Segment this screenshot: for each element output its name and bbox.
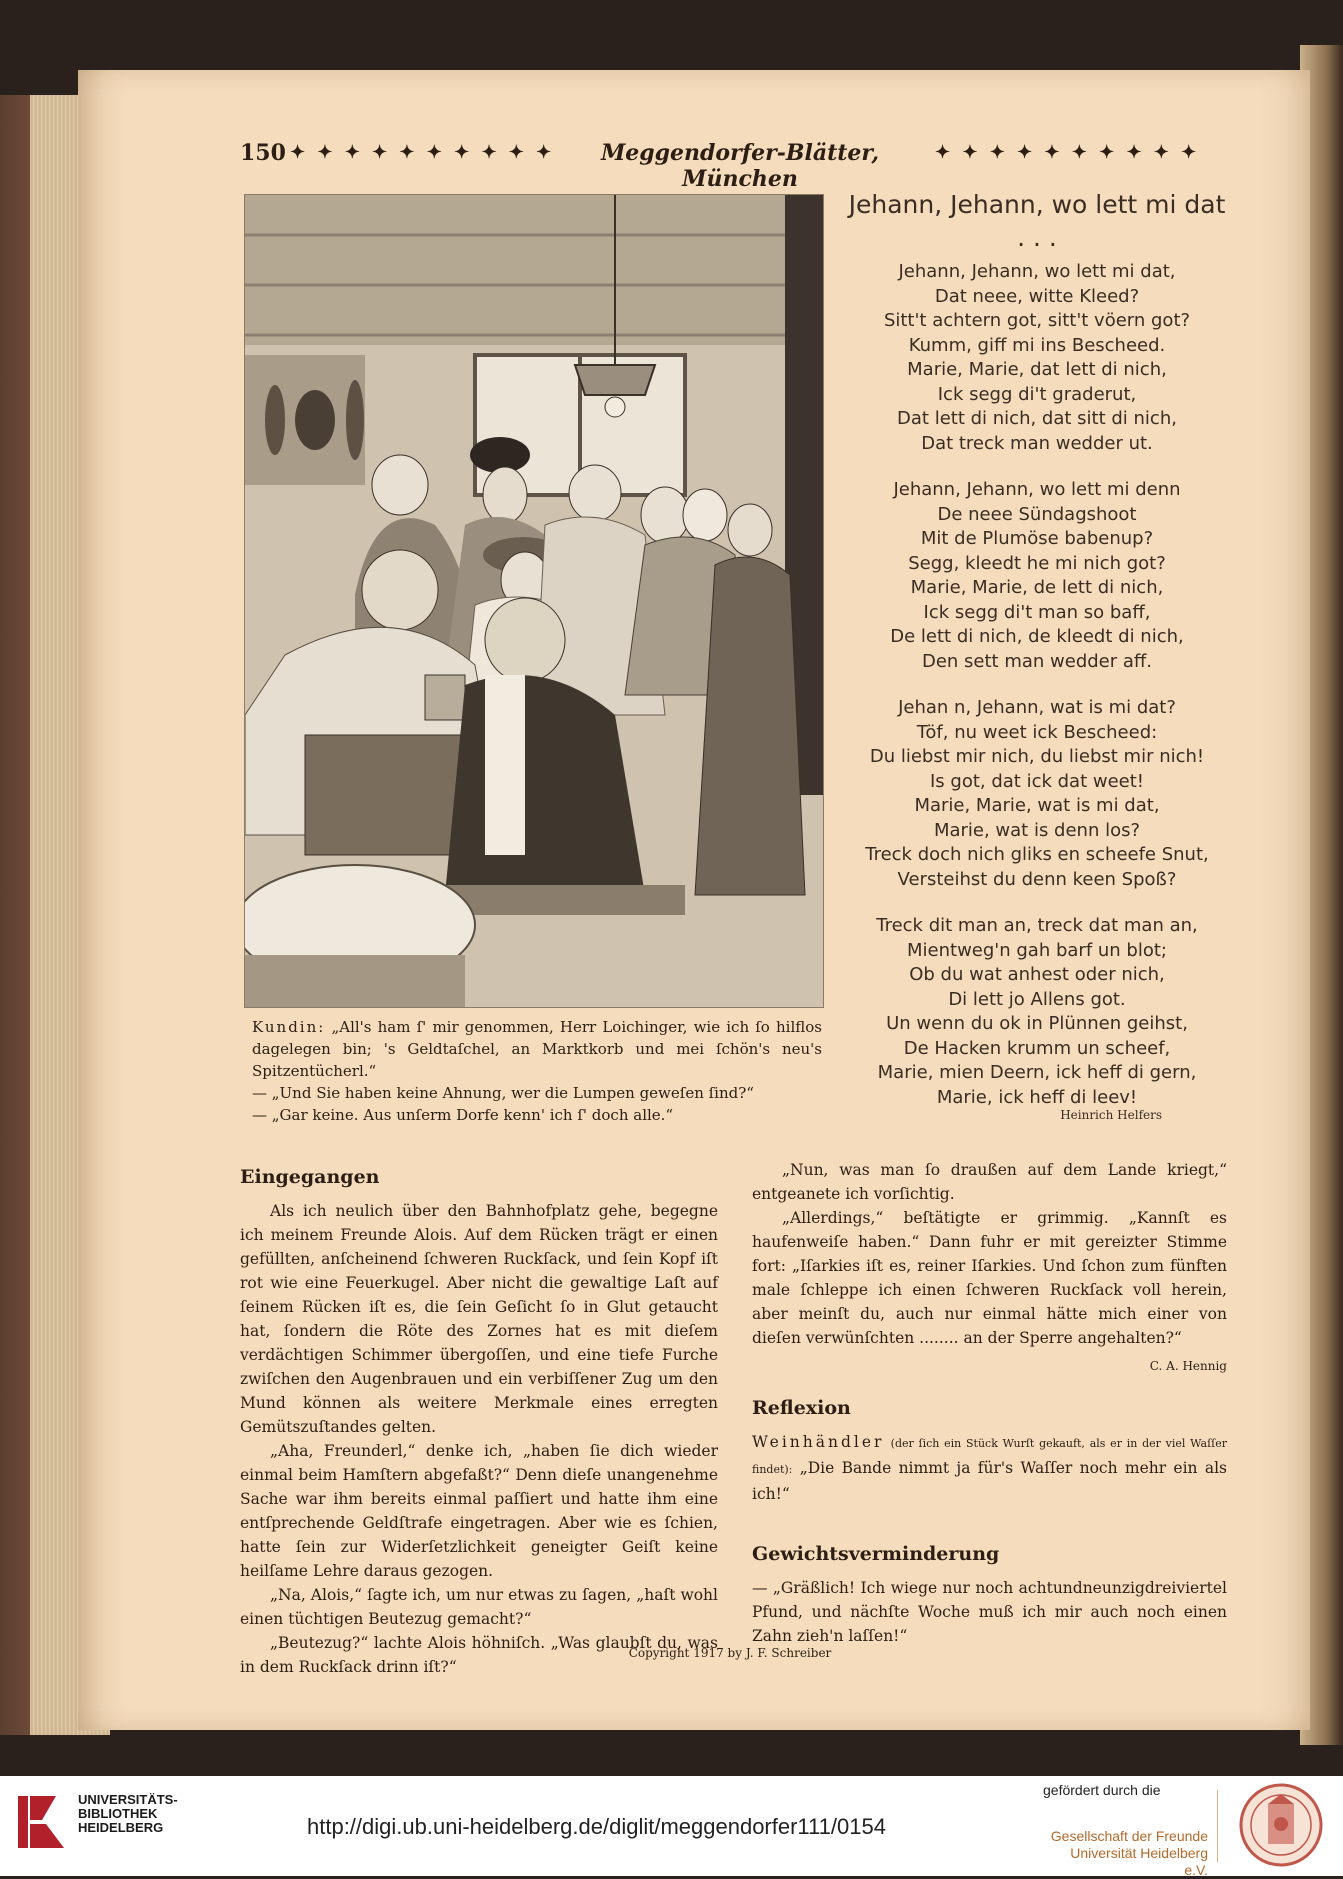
poem-title: Jehann, Jehann, wo lett mi dat . . .: [848, 190, 1226, 252]
caption-text: „All's ham ſ' mir genommen, Herr Loichinger, wie ich ſo hilflos dagelegen bin; 's Geldtaſchel, an Marktkorb und mei ſchön's neu's Spitzentücherl.“: [252, 1018, 822, 1080]
society-name: [1043, 1828, 1208, 1879]
footer-divider: [1217, 1790, 1218, 1862]
article-eingegangen: [240, 1165, 718, 1679]
poem-line: Dat treck man wedder ut.: [921, 432, 1153, 454]
poem-line: Töf, nu weet ick Bescheed:: [916, 721, 1158, 743]
society-name-line: Universität Heidelberg e.V.: [1070, 1845, 1208, 1878]
library-name-line: UNIVERSITÄTS-: [78, 1792, 178, 1807]
tavern-illustration: [244, 194, 824, 1008]
poem-line: Un wenn du ok in Plünnen geihst,: [886, 1013, 1188, 1034]
poem-author: Heinrich Helfers: [1060, 1108, 1162, 1122]
caption-line-1: [252, 1016, 822, 1082]
journal-title: Meggendorfer-Blätter, München: [600, 140, 880, 192]
article-paragraph: „Nun, was man ſo draußen auf dem Lande kriegt,“ entgeanete ich vorſichtig.: [752, 1161, 1227, 1203]
poem-line: Kumm, giff mi ins Bescheed.: [908, 334, 1166, 356]
library-name-line: HEIDELBERG: [78, 1820, 164, 1835]
running-header: [240, 140, 1225, 192]
poem-line: Sitt't achtern got, sitt't vöern got?: [883, 310, 1191, 331]
poem-line: Mientweg'n gah barf un blot;: [907, 939, 1167, 961]
poem: [848, 188, 1226, 1122]
poem-line: Marie, Marie, wat is mi dat,: [914, 795, 1160, 816]
poem-line: De neee Sündagshoot: [937, 503, 1137, 525]
source-url-link[interactable]: http://digi.ub.uni-heidelberg.de/diglit/meggendorfer111/0154: [307, 1814, 886, 1839]
library-name: [78, 1793, 178, 1835]
sponsor-label: gefördert durch die: [1043, 1782, 1161, 1798]
poem-line: Marie, mien Deern, ick heff di gern,: [877, 1062, 1197, 1083]
digitization-footer: [0, 1776, 1343, 1876]
article-heading: Eingegangen: [240, 1166, 380, 1188]
poem-line: Den sett man wedder aff.: [921, 650, 1153, 672]
gewicht-heading: Gewichtsverminderung: [752, 1543, 1000, 1565]
reflexion-speaker: Weinhändler: [752, 1433, 885, 1451]
reflexion-heading: Reflexion: [752, 1397, 851, 1419]
poem-line: Ob du wat anhest oder nich,: [909, 964, 1165, 985]
illustration-caption: [252, 1016, 822, 1126]
poem-line: Dat lett di nich, dat sitt di nich,: [897, 408, 1177, 429]
poem-line: De lett di nich, de kleedt di nich,: [890, 626, 1184, 647]
poem-line: Marie, Marie, dat lett di nich,: [907, 359, 1167, 380]
reflexion-text: [752, 1430, 1227, 1506]
gewicht-text: — „Gräßlich! Ich wiege nur noch achtundneunzigdreiviertel Pfund, und nächſte Woche muß ich mir auch noch einen Zahn zieh'n laſſen!“: [752, 1579, 1227, 1645]
caption-speaker: Kundin:: [252, 1018, 326, 1036]
poem-line: Du liebst mir nich, du liebst mir nich!: [869, 746, 1205, 767]
poem-line: Jehan n, Jehann, wat is mi dat?: [898, 697, 1176, 718]
spacer: [752, 1506, 1227, 1542]
poem-stanza: [848, 260, 1226, 456]
poem-line: Jehann, Jehann, wo lett mi dat,: [898, 261, 1176, 282]
poem-line: Jehann, Jehann, wo lett mi denn: [893, 479, 1181, 500]
article-paragraph: „Na, Alois,“ ſagte ich, um nur etwas zu ſagen, „haſt wohl einen tüchtigen Beutezug gemacht?“: [240, 1586, 718, 1628]
header-ornament-right: ✦ ✦ ✦ ✦ ✦ ✦ ✦ ✦ ✦ ✦: [935, 142, 1200, 163]
poem-line: Di lett jo Allens got.: [948, 988, 1126, 1010]
right-column: [752, 1158, 1227, 1648]
poem-line: Marie, Marie, de lett di nich,: [910, 577, 1164, 598]
article-paragraph: „Allerdings,“ beſtätigte er grimmig. „Kannſt es haufenweiſe haben.“ Dann fuhr er mit gereizter Stimme fort: „Iſarkies iſt es, reiner Iſarkies. Und ſchon zum fünften male ſchleppe ich einen ſchweren Ruckſack voll herein, aber meinſt du, auch nur einmal hätte mich einer von dieſen verwünſchten ........ an der Sperre angehalten?“: [752, 1209, 1227, 1347]
header-ornament-left: ✦ ✦ ✦ ✦ ✦ ✦ ✦ ✦ ✦ ✦: [290, 142, 555, 163]
library-name-line: BIBLIOTHEK: [78, 1806, 158, 1821]
university-seal-icon: [1238, 1782, 1324, 1868]
copyright-notice: Copyright 1917 by J. F. Schreiber: [628, 1646, 832, 1660]
article-signature: C. A. Hennig: [1149, 1359, 1227, 1373]
article-paragraph: „Aha, Freunderl,“ denke ich, „haben ſie dich wieder einmal beim Hamſtern abgefaßt?“ Denn dieſe unangenehme Sache war ihm bereits einmal paſſiert und hatte ihm eine entſprechende Geldſtrafe eingetragen. Aber wie es ſchien, hatte ſein zur Widerſetzlichkeit geneigter Geiſt keine heilſame Lehre daraus gezogen.: [240, 1442, 718, 1580]
poem-line: Ick segg di't man so baff,: [923, 601, 1151, 623]
poem-line: Mit de Plumöse babenup?: [920, 528, 1154, 549]
caption-line-3: — „Gar keine. Aus unſerm Dorfe kenn' ich ſ' doch alle.“: [252, 1106, 674, 1124]
society-name-line: Gesellschaft der Freunde: [1050, 1828, 1208, 1844]
reflexion-note: (der ſich ein Stück Wurſt gekauft, als er in der viel Waſſer findet):: [752, 1437, 1227, 1476]
poem-stanza: [848, 696, 1226, 892]
poem-line: Is got, dat ick dat weet!: [929, 770, 1144, 792]
poem-line: Segg, kleedt he mi nich got?: [908, 552, 1166, 574]
poem-line: Versteihst du denn keen Spoß?: [897, 868, 1177, 890]
poem-line: Dat neee, witte Kleed?: [934, 285, 1140, 307]
caption-line-2: — „Und Sie haben keine Ahnung, wer die Lumpen geweſen ſind?“: [252, 1084, 754, 1102]
poem-stanza: [848, 478, 1226, 674]
ub-heidelberg-logo-icon: [16, 1790, 68, 1852]
reflexion-quote: „Die Bande nimmt ja für's Waſſer noch mehr ein als ich!“: [752, 1459, 1227, 1503]
poem-line: Marie, wat is denn los?: [933, 819, 1141, 841]
poem-line: Treck dit man an, treck dat man an,: [876, 915, 1198, 936]
article-paragraph: „Beutezug?“ lachte Alois höhniſch. „Was glaubſt du, was in dem Ruckſack drinn iſt?“: [240, 1634, 718, 1676]
poem-line: De Hacken krumm un scheef,: [903, 1037, 1171, 1059]
poem-line: Marie, ick heff di leev!: [936, 1086, 1138, 1108]
poem-line: Ick segg di't graderut,: [937, 383, 1137, 405]
page-number: 150: [240, 140, 286, 166]
article-paragraph: Als ich neulich über den Bahnhofplatz gehe, begegne ich meinem Freunde Alois. Auf dem Rücken trägt er einen gefüllten, anſcheinend ſchweren Ruckſack, und ſein Kopf iſt rot wie eine Feuerkugel. Aber nicht die gewaltige Laſt auf ſeinem Rücken iſt es, die ſein Geſicht ſo in Glut getaucht hat, ſondern die Röte des Zornes hat es mit dieſem verdächtigen Schimmer übergoſſen, und eine tiefe Furche zwiſchen den Augenbrauen und ein verbiſſener Zug um den Mund können als weitere Merkmale eines erregten Gemütszuſtandes gelten.: [240, 1202, 718, 1436]
illustration-drawing: [245, 195, 823, 1007]
poem-stanza: [848, 914, 1226, 1110]
poem-line: Treck doch nich gliks en scheefe Snut,: [865, 844, 1209, 865]
